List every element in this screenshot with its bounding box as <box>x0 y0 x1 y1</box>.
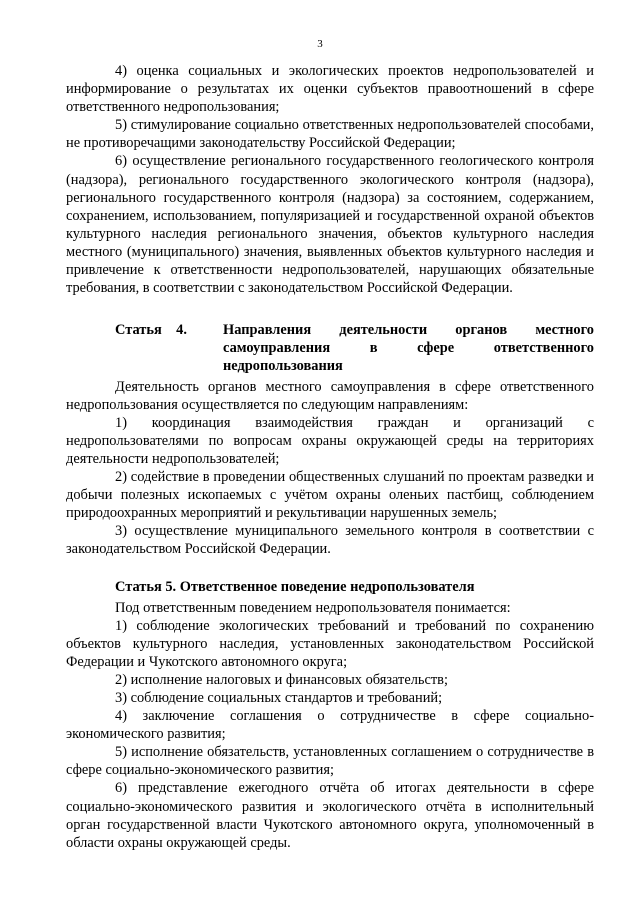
paragraph: 5) исполнение обязательств, установленных соглашением о сотрудничестве в сфере социально-экономического развития; <box>66 744 594 779</box>
article-4-heading <box>66 321 594 375</box>
article-4-title-line2: недропользования <box>223 358 343 375</box>
article-4-title <box>223 321 594 375</box>
paragraph: 5) стимулирование социально ответственных недропользователей способами, не противоречащими законодательству Российской Федерации; <box>66 117 594 152</box>
paragraph: 3) осуществление муниципального земельного контроля в соответствии с законодательством Российской Федерации. <box>66 523 594 558</box>
paragraph: Под ответственным поведением недропользователя понимается: <box>115 599 511 616</box>
article-4-title-line1: Направления деятельности органов местного самоуправления в сфере ответственного <box>223 322 594 357</box>
document-body <box>66 62 594 852</box>
page-number: 3 <box>317 38 323 50</box>
paragraph: 3) соблюдение социальных стандартов и требований; <box>115 690 443 706</box>
paragraph: 4) оценка социальных и экологических проектов недропользователей и информирование о результатах их оценки субъектов правоотношений в сфере ответственного недропользования; <box>66 63 594 116</box>
paragraph: 1) соблюдение экологических требований и требований по сохранению объектов культурного наследия, установленных законодательством Российской Федерации и Чукотского автономного округа; <box>66 617 594 670</box>
article-4-number: Статья 4. <box>115 322 187 339</box>
paragraph: Деятельность органов местного самоуправления в сфере ответственного недропользования осуществляется по следующим направлениям: <box>66 378 594 413</box>
article-5-heading: Статья 5. Ответственное поведение недропользователя <box>115 579 475 596</box>
paragraph: 4) заключение соглашения о сотрудничестве в сфере социально-экономического развития; <box>66 708 594 743</box>
paragraph: 6) представление ежегодного отчёта об итогах деятельности в сфере социально-экономического развития и экологического отчёта в исполнительный орган государственной власти Чукотского автономного округа, уполномоченный в области охраны окружающей среды. <box>66 780 594 851</box>
paragraph: 2) содействие в проведении общественных слушаний по проектам разведки и добычи полезных ископаемых с учётом охраны оленьих пастбищ, соблюдением природоохранных мероприятий и рекультивации нарушенных земель; <box>66 468 594 522</box>
paragraph: 6) осуществление регионального государственного геологического контроля (надзора), регионального государственного экологического контроля (надзора), регионального государственного контроля (надзора) за состоянием, содержанием, сохранением, использованием, популяризацией и государственной охраной объектов культурного наследия регионального значения, объектов культурного наследия местного (муниципального) значения, выявленных объектов культурного наследия и привлечение к ответственности недропользователей, нарушающих обязательные требования, в соответствии с законодательством Российской Федерации. <box>66 153 594 297</box>
paragraph: 1) координация взаимодействия граждан и организаций с недропользователями по вопросам охраны окружающей среды на территориях деятельности недропользователей; <box>66 414 594 467</box>
paragraph: 2) исполнение налоговых и финансовых обязательств; <box>115 671 448 688</box>
